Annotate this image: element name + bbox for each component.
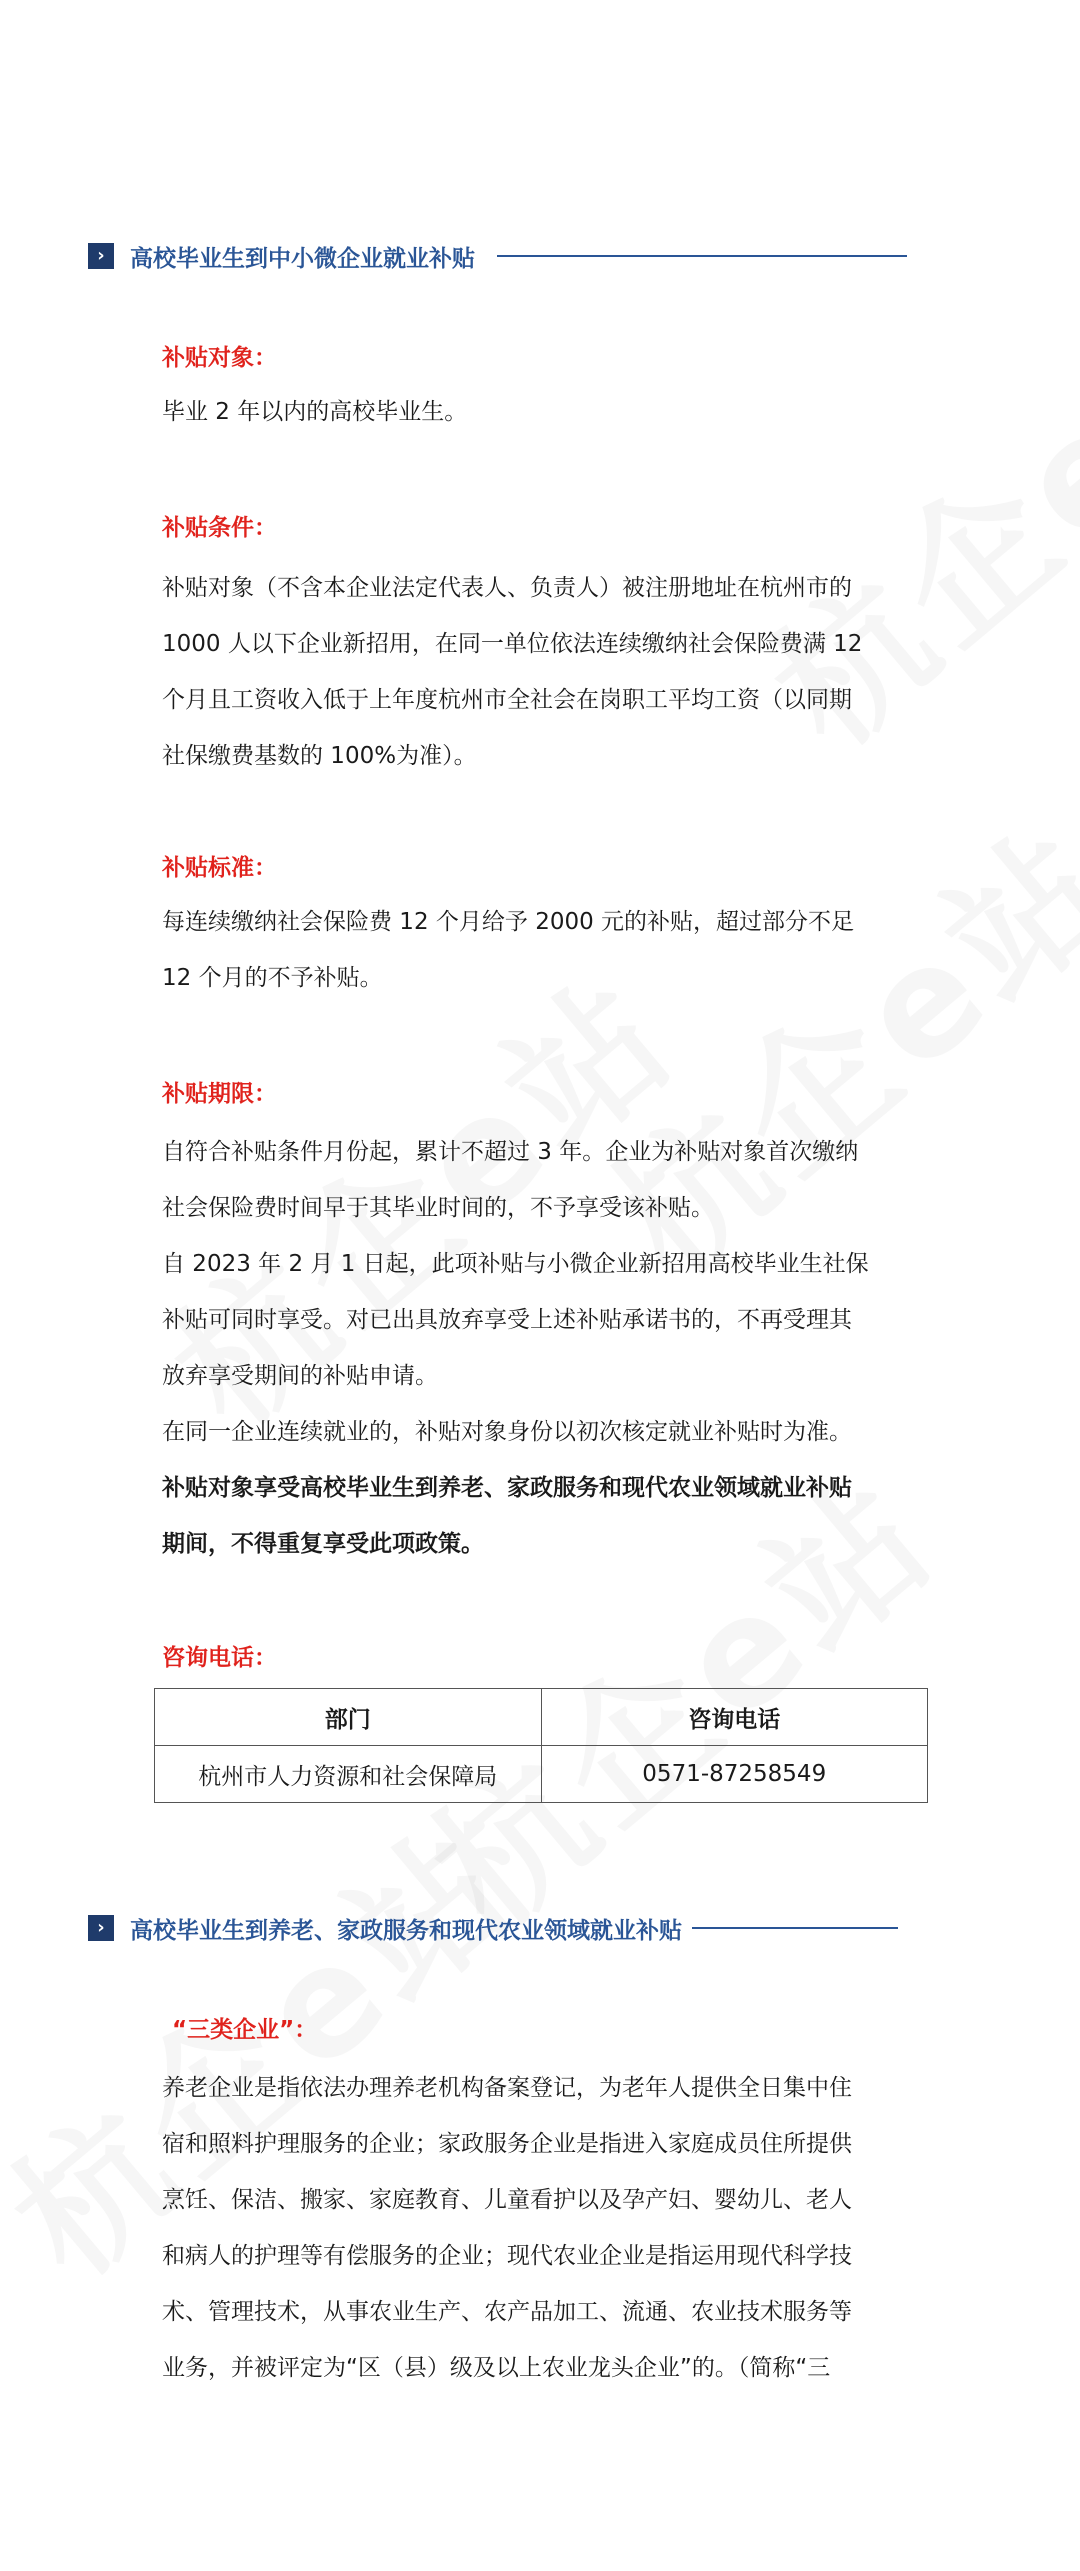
paragraph-line: 宿和照料护理服务的企业；家政服务企业是指进入家庭成员住所提供 [162,2131,852,2157]
section-title: 高校毕业生到中小微企业就业补贴 [130,245,475,272]
paragraph-line: 业务，并被评定为“区（县）级及以上农业龙头企业”的。（简称“三 [162,2355,831,2381]
paragraph-line: 自符合补贴条件月份起，累计不超过 3 年。企业为补贴对象首次缴纳 [162,1139,859,1165]
section-header-2 [88,1912,898,1944]
paragraph-line: 养老企业是指依法办理养老机构备案登记，为老年人提供全日集中住 [162,2075,852,2101]
subsidy-object-block [162,338,922,440]
subsidy-standard-label: 补贴标准： [162,855,277,881]
paragraph-line: 自 2023 年 2 月 1 日起，此项补贴与小微企业新招用高校毕业生社保 [162,1251,869,1277]
table-cell-department: 杭州市人力资源和社会保障局 [155,1746,542,1803]
paragraph-line: 在同一企业连续就业的，补贴对象身份以初次核定就业补贴时为准。 [162,1419,852,1445]
paragraph-line-bold: 补贴对象享受高校毕业生到养老、家政服务和现代农业领域就业补贴 [162,1475,852,1501]
paragraph-line: 12 个月的不予补贴。 [162,965,383,991]
section-divider [497,255,907,257]
paragraph-line: 补贴对象（不含本企业法定代表人、负责人）被注册地址在杭州市的 [162,575,852,601]
section-header-1 [88,240,907,272]
contact-table [154,1688,928,1803]
paragraph-line: 放弃享受期间的补贴申请。 [162,1363,438,1389]
paragraph-line: 和病人的护理等有偿服务的企业；现代农业企业是指运用现代科学技 [162,2243,852,2269]
subsidy-period-label: 补贴期限： [162,1081,277,1107]
subsidy-object-label: 补贴对象： [162,345,277,371]
paragraph-line: 社会保险费时间早于其毕业时间的，不予享受该补贴。 [162,1195,714,1221]
table-header-phone: 咨询电话 [541,1689,928,1746]
three-types-label: “三类企业”： [172,2017,318,2043]
paragraph-line: 补贴可同时享受。对已出具放弃享受上述补贴承诺书的，不再受理其 [162,1307,852,1333]
subsidy-object-text: 毕业 2 年以内的高校毕业生。 [162,399,468,425]
consult-label: 咨询电话： [162,1645,277,1671]
table-cell-phone: 0571-87258549 [541,1746,928,1803]
subsidy-standard-block [162,848,922,1006]
paragraph-line: 烹饪、保洁、搬家、家庭教育、儿童看护以及孕产妇、婴幼儿、老人 [162,2187,852,2213]
paragraph-line: 每连续缴纳社会保险费 12 个月给予 2000 元的补贴，超过部分不足 [162,909,855,935]
paragraph-line-bold: 期间，不得重复享受此项政策。 [162,1531,484,1557]
chevron-right-icon: › [88,243,114,269]
three-types-block [162,2010,922,2396]
subsidy-period-block [162,1074,922,1572]
chevron-right-icon: › [88,1915,114,1941]
table-header-row [155,1689,928,1746]
paragraph-line: 社保缴费基数的 100%为准）。 [162,743,477,769]
consult-block [162,1638,922,1678]
paragraph-line: 个月且工资收入低于上年度杭州市全社会在岗职工平均工资（以同期 [162,687,852,713]
table-row [155,1746,928,1803]
section-divider [692,1927,898,1929]
subsidy-condition-block [162,508,922,784]
paragraph-line: 术、管理技术，从事农业生产、农产品加工、流通、农业技术服务等 [162,2299,852,2325]
paragraph-line: 1000 人以下企业新招用，在同一单位依法连续缴纳社会保险费满 12 [162,631,863,657]
section-title: 高校毕业生到养老、家政服务和现代农业领域就业补贴 [130,1917,682,1944]
table-header-department: 部门 [155,1689,542,1746]
subsidy-condition-label: 补贴条件： [162,515,277,541]
